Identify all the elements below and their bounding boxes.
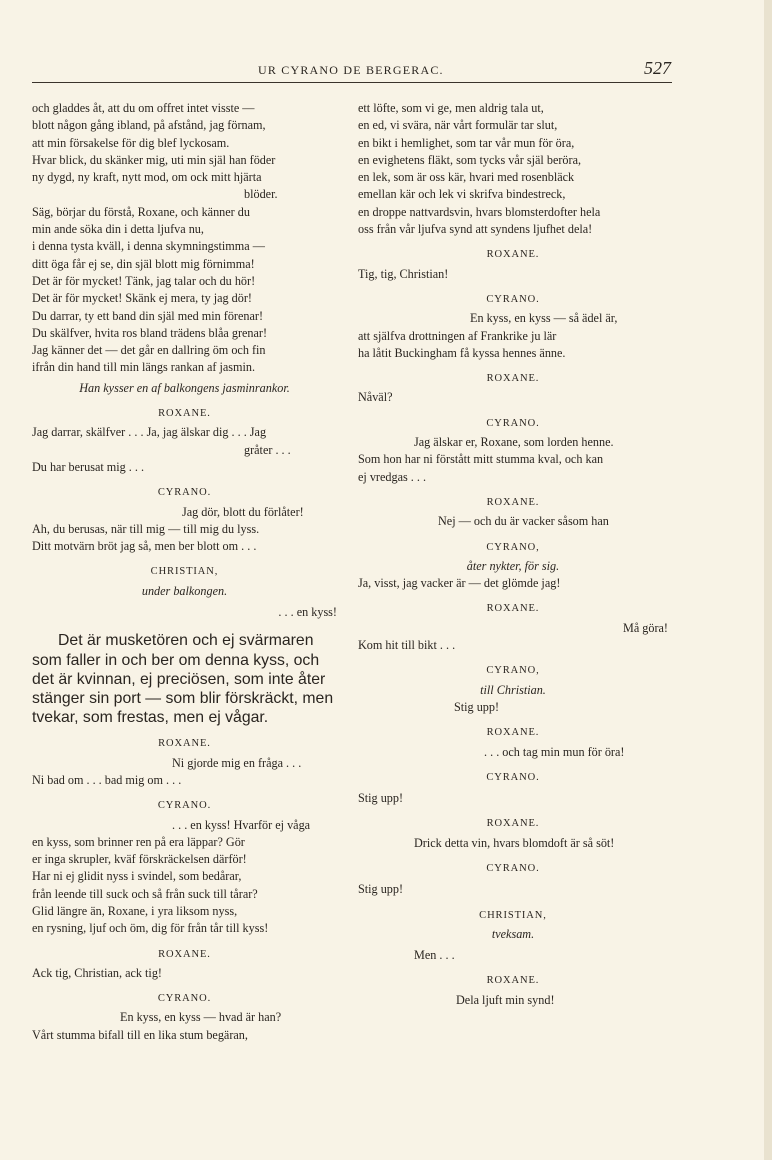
verse-line: Stig upp! (358, 791, 404, 806)
verse-line: gråter . . . (244, 442, 291, 457)
verse-line: Det är för mycket! Skänk ej mera, ty jag dör! (32, 291, 252, 306)
verse-line: Stig upp! (358, 882, 404, 897)
speaker-label: CYRANO. (157, 487, 212, 499)
speaker-label: CHRISTIAN, (479, 909, 547, 921)
verse-line: Ditt motvärn bröt jag så, men ber blott om . . . (32, 539, 257, 554)
verse-line: Som hon har ni förstått mitt stumma kval, och kan (358, 452, 604, 467)
verse-line: Det är för mycket! Tänk, jag talar och du hör! (32, 273, 256, 288)
verse-line: . . . en kyss! (278, 605, 337, 620)
verse-line: ha låtit Buckingham få kyssa hennes änne. (358, 345, 566, 360)
verse-line: Jag älskar er, Roxane, som lorden henne. (414, 435, 614, 450)
verse-line: En kyss, en kyss — hvad är han? (120, 1010, 282, 1025)
verse-line: Jag dör, blott du förlåter! (182, 504, 304, 519)
speaker-label: CHRISTIAN, (150, 566, 219, 578)
verse-line: en kyss, som brinner ren på era läppar? Gör (32, 834, 245, 849)
verse-line: blöder. (244, 187, 278, 202)
verse-line: en rysning, ljuf och öm, dig för från tår till kyss! (32, 921, 269, 936)
verse-line: Glid längre än, Roxane, i yra liksom nyss, (32, 904, 238, 918)
speaker-label: ROXANE. (486, 249, 540, 261)
speaker-label: ROXANE. (486, 373, 540, 385)
verse-line: . . . och tag min mun för öra! (484, 744, 625, 759)
verse-line: Nåväl? (358, 390, 393, 405)
verse-line: Kom hit till bikt . . . (358, 638, 456, 653)
commentary-line: Det är musketören och ej svärmaren (58, 632, 314, 650)
verse-line: oss från vår ljufva synd att syndens ljufhet dela! (358, 222, 593, 237)
running-head: UR CYRANO DE BERGERAC. (258, 63, 444, 77)
verse-line: Vårt stumma bifall till en lika stum begäran, (32, 1027, 248, 1042)
verse-line: en ed, vi svära, när vårt formulär tar slut, (358, 118, 558, 133)
verse-line: Har ni ej glidit nyss i svindel, som bedårar, (32, 869, 242, 884)
commentary-line: stänger sin port — som blir förskräckt, men (32, 689, 334, 707)
speaker-label: ROXANE. (158, 738, 211, 750)
verse-line: och gladdes åt, att du om offret intet visste — (32, 101, 255, 115)
verse-line: ett löfte, som vi ge, men aldrig tala ut, (358, 101, 544, 115)
header-rule (32, 82, 672, 83)
verse-line: blott någon gång ibland, på afstånd, jag förnam, (32, 118, 266, 133)
speaker-label: CYRANO, (486, 541, 540, 553)
commentary-line: tvekar, som frestas, men ej vågar. (32, 709, 269, 727)
verse-line: ditt öga får ej se, din själ blott mig förnimma! (32, 256, 255, 271)
speaker-label: CYRANO. (486, 293, 540, 305)
verse-line: Drick detta vin, hvars blomdoft är så söt! (414, 835, 615, 850)
stage-direction: Han kysser en af balkongens jasminrankor. (79, 380, 290, 395)
speaker-label: CYRANO. (157, 800, 212, 812)
verse-line: Säg, börjar du förstå, Roxane, och känner du (32, 204, 250, 219)
verse-line: min ande söka din i detta ljufva nu, (32, 222, 204, 237)
stage-direction: till Christian. (480, 682, 546, 697)
verse-line: en droppe nattvardsvin, hvars blomsterdofter hela (358, 204, 601, 219)
verse-line: Du har berusat mig . . . (32, 459, 145, 474)
speaker-label: CYRANO. (486, 417, 540, 429)
speaker-label: ROXANE. (158, 408, 211, 420)
verse-line: en bikt i hemlighet, som tar vår mun för öra, (358, 135, 575, 150)
verse-line: Tig, tig, Christian! (358, 266, 449, 281)
page-edge (764, 0, 772, 1160)
verse-line: Ni gjorde mig en fråga . . . (172, 755, 302, 770)
speaker-label: ROXANE. (486, 727, 540, 739)
commentary-line: som faller in och ber om denna kyss, och (32, 651, 320, 669)
verse-line: Du skälfver, hvita ros bland trädens blåa grenar! (32, 325, 268, 340)
verse-line: Jag känner det — det går en dallring öm och fin (32, 343, 266, 358)
commentary-line: det är kvinnan, ej preciösen, som inte åter (32, 670, 326, 688)
speaker-label: CYRANO. (486, 862, 540, 874)
speaker-label: CYRANO, (486, 665, 540, 677)
stage-direction: tveksam. (491, 926, 535, 941)
verse-line: ny dygd, ny kraft, nytt mod, om ock mitt hjärta (32, 170, 262, 185)
verse-line: Må göra! (622, 620, 668, 635)
verse-line: från leende till suck och så från suck till tårar? (32, 886, 258, 901)
page-number: 527 (644, 58, 671, 78)
speaker-label: CYRANO. (157, 993, 212, 1005)
verse-line: . . . en kyss! Hvarför ej våga (172, 817, 311, 832)
verse-line: Dela ljuft min synd! (456, 992, 555, 1007)
verse-line: Ah, du berusas, när till mig — till mig du lyss. (32, 521, 260, 536)
left-column (32, 100, 337, 1044)
speaker-label: ROXANE. (486, 975, 540, 987)
speaker-label: ROXANE. (486, 603, 540, 615)
right-column (358, 100, 668, 1009)
stage-direction: under balkongen. (141, 583, 228, 598)
speaker-label: CYRANO. (486, 771, 540, 783)
verse-line: Ack tig, Christian, ack tig! (32, 965, 162, 980)
verse-line: en evighetens fläkt, som tycks vår själ beröra, (358, 152, 582, 167)
verse-line: en lek, som är oss kär, hvari med rosenbläck (358, 170, 575, 185)
stage-direction: åter nykter, för sig. (466, 558, 560, 573)
verse-line: Ja, visst, jag vacker är — det glömde jag! (358, 576, 561, 591)
verse-line: att själfva drottningen af Frankrike ju lär (358, 328, 557, 343)
verse-line: Jag darrar, skälfver . . . Ja, jag älskar dig . . . Jag (32, 425, 267, 440)
verse-line: En kyss, en kyss — så ädel är, (470, 311, 618, 326)
verse-line: Ni bad om . . . bad mig om . . . (32, 772, 182, 787)
verse-line: emellan kär och lek vi skrifva bindestreck, (358, 187, 566, 202)
verse-line: Du darrar, ty ett band din själ med min förenar! (32, 308, 263, 323)
speaker-label: ROXANE. (158, 948, 211, 960)
speaker-label: ROXANE. (486, 496, 540, 508)
verse-line: i denna tysta kväll, i denna skymningstimma — (32, 239, 265, 254)
verse-line: att min försakelse för dig blef lyckosam. (32, 135, 230, 150)
commentary-paragraph (32, 631, 337, 727)
speaker-label: ROXANE. (486, 818, 540, 830)
verse-line: Nej — och du är vacker såsom han (438, 514, 609, 529)
verse-line: ifrån din hand till min längs rankan af jasmin. (32, 360, 256, 375)
verse-line: ej vredgas . . . (358, 469, 427, 484)
verse-line: Stig upp! (454, 699, 500, 714)
verse-line: Hvar blick, du skänker mig, uti min själ han föder (32, 152, 276, 167)
verse-line: Men . . . (414, 948, 455, 963)
verse-line: er inga skrupler, kväf förskräckelsen därför! (32, 852, 247, 867)
